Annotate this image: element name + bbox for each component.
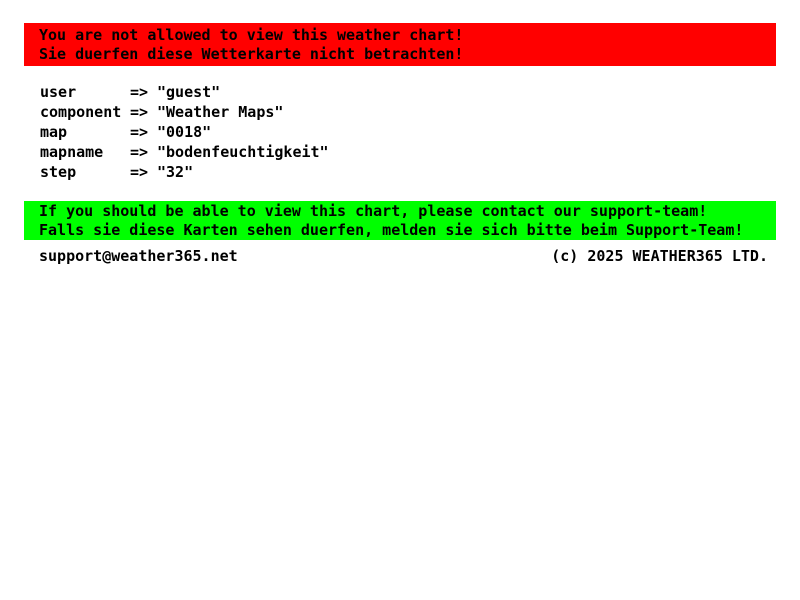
param-row-map	[40, 122, 329, 142]
support-email: support@weather365.net	[39, 247, 238, 265]
arrow-glyph: =>	[130, 163, 149, 181]
footer	[39, 248, 768, 264]
param-value: "0018"	[157, 123, 212, 141]
support-info-banner	[24, 201, 776, 240]
support-info-line-de: Falls sie diese Karten sehen duerfen, melden sie sich bitte beim Support-Team!	[39, 220, 744, 239]
arrow-glyph: =>	[130, 123, 149, 141]
access-denied-banner	[24, 23, 776, 66]
request-parameters	[40, 82, 329, 182]
access-denied-line-en: You are not allowed to view this weather chart!	[39, 25, 464, 44]
param-value: "guest"	[157, 83, 221, 101]
param-value: "bodenfeuchtigkeit"	[157, 143, 329, 161]
param-key: mapname	[40, 143, 104, 161]
copyright-notice: (c) 2025 WEATHER365 LTD.	[551, 247, 768, 265]
param-key: map	[40, 123, 68, 141]
param-row-user	[40, 82, 329, 102]
arrow-glyph: =>	[130, 143, 149, 161]
support-info-line-en: If you should be able to view this chart, please contact our support-team!	[39, 201, 708, 220]
arrow-glyph: =>	[130, 83, 149, 101]
param-key: user	[40, 83, 77, 101]
param-value: "32"	[157, 163, 194, 181]
param-value: "Weather Maps"	[157, 103, 284, 121]
param-row-mapname	[40, 142, 329, 162]
access-denied-line-de: Sie duerfen diese Wetterkarte nicht betrachten!	[39, 44, 464, 63]
param-row-step	[40, 162, 329, 182]
arrow-glyph: =>	[130, 103, 149, 121]
param-key: component	[40, 103, 122, 121]
param-key: step	[40, 163, 77, 181]
param-row-component	[40, 102, 329, 122]
